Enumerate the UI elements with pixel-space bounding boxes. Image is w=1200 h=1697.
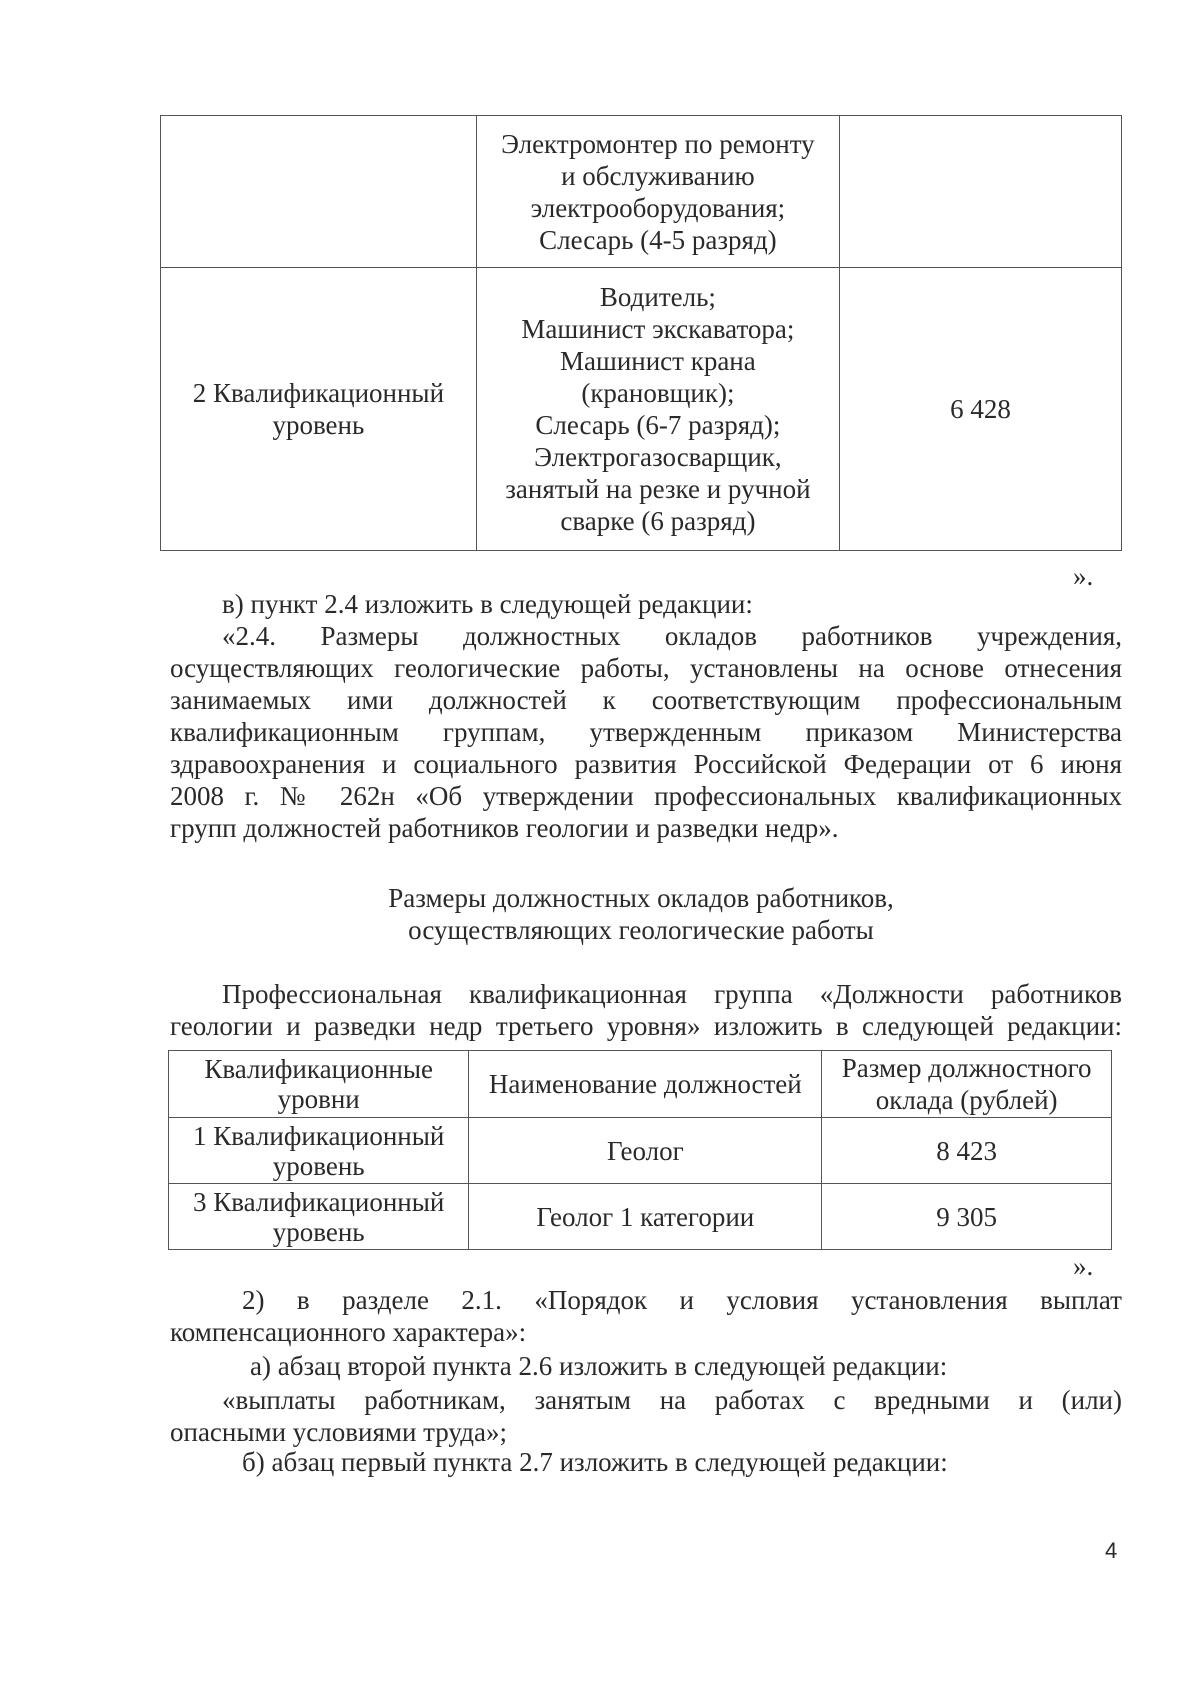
qualification-level-cell: 2 Квалификационный уровень — [161, 268, 477, 551]
salary-cell: 6 428 — [840, 268, 1122, 551]
header-positions: Наименование должностей — [469, 1051, 822, 1118]
salary-table-geology — [168, 1050, 1112, 1250]
position-cell: Геолог — [469, 1118, 822, 1184]
header-salary: Размер должностного оклада (рублей) — [822, 1051, 1112, 1118]
paragraph-2: 2) в разделе 2.1. «Порядок и условия установления выплат компенсационного характера»: — [170, 1285, 1122, 1347]
table-row — [169, 1118, 1112, 1184]
paragraph-2-4: «2.4. Размеры должностных окладов работников учреждения, осуществляющих геологические работы, установлены на основе отнесения занимаемых ими должностей к соответствующим профессиональным квалификационным группам, утвержденным приказом Министерства здравоохранения и социального развития Российской Федерации от 6 июня 2008 г. № 262н «Об утверждении профессиональных квалификационных групп должностей работников геологии и разведки недр». — [170, 621, 1122, 843]
paragraph-b: б) абзац первый пункта 2.7 изложить в следующей редакции: — [242, 1447, 948, 1477]
table-header-row — [169, 1051, 1112, 1118]
qualification-level-cell: 3 Квалификационный уровень — [169, 1184, 469, 1250]
section-heading: Размеры должностных окладов работников, осуществляющих геологические работы — [388, 883, 894, 945]
salary-cell: 8 423 — [822, 1118, 1112, 1184]
paragraph-v: в) пункт 2.4 изложить в следующей редакции: — [222, 589, 753, 619]
closing-quote: ». — [1073, 1251, 1094, 1281]
position-cell: Геолог 1 категории — [469, 1184, 822, 1250]
page-number: 4 — [1105, 1538, 1118, 1563]
qualification-level-cell: 1 Квалификационный уровень — [169, 1118, 469, 1184]
positions-cell: Водитель; Машинист экскаватора; Машинист крана (крановщик); Слесарь (6-7 разряд); Электрогазосварщик, занятый на резке и ручной сварке (6 разряд) — [476, 268, 839, 551]
closing-quote: ». — [1073, 561, 1094, 591]
salary-table-workers — [160, 115, 1122, 551]
salary-cell: 9 305 — [822, 1184, 1112, 1250]
salary-cell — [840, 116, 1122, 268]
table-row — [161, 268, 1122, 551]
table-row — [169, 1184, 1112, 1250]
positions-cell: Электромонтер по ремонту и обслуживанию электрооборудования; Слесарь (4-5 разряд) — [476, 116, 839, 268]
qualification-level-cell — [161, 116, 477, 268]
paragraph-pkg: Профессиональная квалификационная группа «Должности работников геологии и разведки недр третьего уровня» изложить в следующей редакции: — [170, 979, 1122, 1041]
paragraph-a: а) абзац второй пункта 2.6 изложить в следующей редакции: — [250, 1351, 948, 1381]
paragraph-quote: «выплаты работникам, занятым на работах с вредными и (или) опасными условиями труда»; — [170, 1385, 1122, 1447]
table-row — [161, 116, 1122, 268]
header-qualification-levels: Квалификационные уровни — [169, 1051, 469, 1118]
